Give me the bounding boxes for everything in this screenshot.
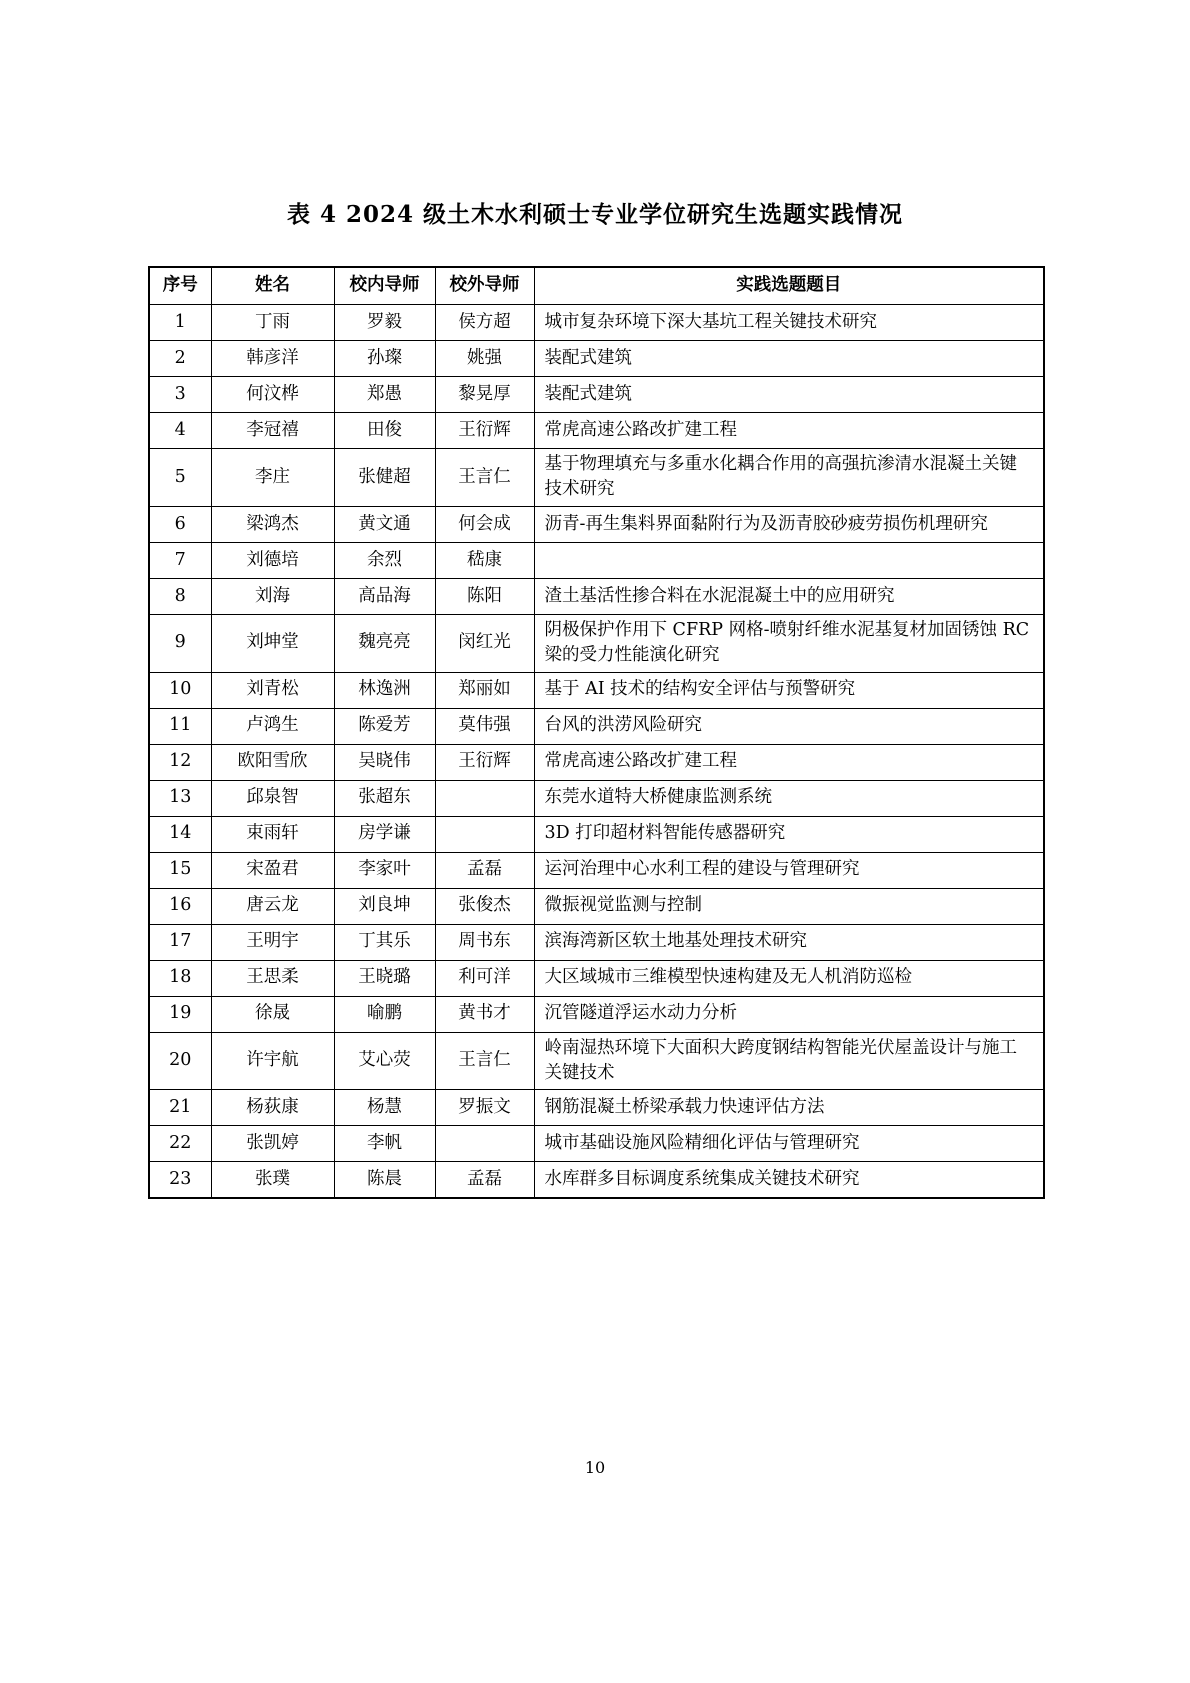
table-row (149, 542, 1044, 578)
cell-internal-advisor: 李家叶 (334, 852, 435, 888)
cell-topic: 装配式建筑 (534, 341, 1044, 377)
cell-topic: 阴极保护作用下 CFRP 网格-喷射纤维水泥基复材加固锈蚀 RC 梁的受力性能演化研究 (534, 614, 1044, 672)
cell-index: 9 (149, 614, 211, 672)
cell-topic: 滨海湾新区软土地基处理技术研究 (534, 924, 1044, 960)
cell-internal-advisor: 黄文通 (334, 506, 435, 542)
cell-external-advisor: 罗振文 (435, 1090, 534, 1126)
cell-internal-advisor: 喻鹏 (334, 996, 435, 1032)
table-row (149, 1162, 1044, 1199)
cell-topic: 台风的洪涝风险研究 (534, 708, 1044, 744)
header-cell-topic: 实践选题题目 (534, 267, 1044, 305)
cell-index: 17 (149, 924, 211, 960)
cell-index: 5 (149, 449, 211, 507)
cell-external-advisor (435, 1126, 534, 1162)
cell-topic: 3D 打印超材料智能传感器研究 (534, 816, 1044, 852)
table-body (149, 305, 1044, 1199)
table-row (149, 413, 1044, 449)
cell-topic: 钢筋混凝土桥梁承载力快速评估方法 (534, 1090, 1044, 1126)
cell-index: 22 (149, 1126, 211, 1162)
table-row (149, 614, 1044, 672)
header-cell-external-advisor: 校外导师 (435, 267, 534, 305)
table-row (149, 305, 1044, 341)
cell-external-advisor: 利可洋 (435, 960, 534, 996)
cell-index: 4 (149, 413, 211, 449)
cell-index: 1 (149, 305, 211, 341)
cell-internal-advisor: 李帆 (334, 1126, 435, 1162)
cell-topic: 大区域城市三维模型快速构建及无人机消防巡检 (534, 960, 1044, 996)
cell-topic: 基于物理填充与多重水化耦合作用的高强抗渗清水混凝土关键技术研究 (534, 449, 1044, 507)
cell-name: 唐云龙 (211, 888, 334, 924)
cell-topic: 装配式建筑 (534, 377, 1044, 413)
cell-external-advisor: 王言仁 (435, 1032, 534, 1090)
cell-index: 18 (149, 960, 211, 996)
cell-external-advisor: 周书东 (435, 924, 534, 960)
cell-index: 20 (149, 1032, 211, 1090)
cell-external-advisor: 陈阳 (435, 578, 534, 614)
table-row (149, 1032, 1044, 1090)
cell-index: 11 (149, 708, 211, 744)
cell-topic: 城市复杂环境下深大基坑工程关键技术研究 (534, 305, 1044, 341)
cell-internal-advisor: 杨慧 (334, 1090, 435, 1126)
cell-internal-advisor: 王晓璐 (334, 960, 435, 996)
cell-name: 韩彦洋 (211, 341, 334, 377)
cell-topic: 东莞水道特大桥健康监测系统 (534, 780, 1044, 816)
cell-name: 欧阳雪欣 (211, 744, 334, 780)
cell-name: 刘坤堂 (211, 614, 334, 672)
table-row (149, 377, 1044, 413)
table-row (149, 816, 1044, 852)
cell-external-advisor: 闵红光 (435, 614, 534, 672)
cell-external-advisor: 黎晃厚 (435, 377, 534, 413)
cell-index: 2 (149, 341, 211, 377)
thesis-topic-table (148, 266, 1045, 1199)
cell-external-advisor: 张俊杰 (435, 888, 534, 924)
cell-internal-advisor: 丁其乐 (334, 924, 435, 960)
cell-internal-advisor: 张健超 (334, 449, 435, 507)
table-row (149, 996, 1044, 1032)
cell-name: 刘青松 (211, 672, 334, 708)
cell-external-advisor (435, 816, 534, 852)
cell-external-advisor: 莫伟强 (435, 708, 534, 744)
cell-name: 李庄 (211, 449, 334, 507)
cell-external-advisor: 孟磊 (435, 852, 534, 888)
cell-topic: 城市基础设施风险精细化评估与管理研究 (534, 1126, 1044, 1162)
cell-internal-advisor: 房学谦 (334, 816, 435, 852)
cell-topic: 沥青-再生集料界面黏附行为及沥青胶砂疲劳损伤机理研究 (534, 506, 1044, 542)
table-row (149, 888, 1044, 924)
cell-index: 6 (149, 506, 211, 542)
cell-name: 丁雨 (211, 305, 334, 341)
cell-internal-advisor: 郑愚 (334, 377, 435, 413)
table-row (149, 449, 1044, 507)
cell-topic: 沉管隧道浮运水动力分析 (534, 996, 1044, 1032)
cell-index: 3 (149, 377, 211, 413)
cell-topic: 岭南湿热环境下大面积大跨度钢结构智能光伏屋盖设计与施工关键技术 (534, 1032, 1044, 1090)
cell-internal-advisor: 张超东 (334, 780, 435, 816)
cell-index: 21 (149, 1090, 211, 1126)
table-header-row (149, 267, 1044, 305)
table-row (149, 744, 1044, 780)
cell-index: 12 (149, 744, 211, 780)
cell-name: 李冠禧 (211, 413, 334, 449)
table-row (149, 672, 1044, 708)
cell-topic: 基于 AI 技术的结构安全评估与预警研究 (534, 672, 1044, 708)
cell-external-advisor: 王衍辉 (435, 744, 534, 780)
cell-index: 14 (149, 816, 211, 852)
table-row (149, 578, 1044, 614)
cell-external-advisor (435, 780, 534, 816)
cell-name: 王思柔 (211, 960, 334, 996)
cell-index: 19 (149, 996, 211, 1032)
table-row (149, 1090, 1044, 1126)
page-number: 10 (584, 1458, 606, 1477)
cell-external-advisor: 黄书才 (435, 996, 534, 1032)
cell-name: 刘海 (211, 578, 334, 614)
cell-external-advisor: 嵇康 (435, 542, 534, 578)
cell-name: 何汶桦 (211, 377, 334, 413)
header-cell-index: 序号 (149, 267, 211, 305)
cell-internal-advisor: 艾心荧 (334, 1032, 435, 1090)
cell-internal-advisor: 刘良坤 (334, 888, 435, 924)
cell-name: 束雨轩 (211, 816, 334, 852)
cell-index: 13 (149, 780, 211, 816)
cell-topic: 运河治理中心水利工程的建设与管理研究 (534, 852, 1044, 888)
table-row (149, 852, 1044, 888)
table-row (149, 506, 1044, 542)
header-cell-name: 姓名 (211, 267, 334, 305)
table-row (149, 341, 1044, 377)
cell-external-advisor: 王衍辉 (435, 413, 534, 449)
cell-external-advisor: 孟磊 (435, 1162, 534, 1199)
cell-internal-advisor: 吴晓伟 (334, 744, 435, 780)
cell-internal-advisor: 陈爱芳 (334, 708, 435, 744)
cell-topic (534, 542, 1044, 578)
cell-name: 王明宇 (211, 924, 334, 960)
table-title: 表 4 2024 级土木水利硕士专业学位研究生选题实践情况 (286, 201, 904, 228)
cell-name: 张璞 (211, 1162, 334, 1199)
cell-name: 杨荻康 (211, 1090, 334, 1126)
cell-topic: 渣土基活性掺合料在水泥混凝土中的应用研究 (534, 578, 1044, 614)
cell-external-advisor: 王言仁 (435, 449, 534, 507)
cell-name: 卢鸿生 (211, 708, 334, 744)
table-row (149, 924, 1044, 960)
cell-name: 徐晟 (211, 996, 334, 1032)
cell-internal-advisor: 林逸洲 (334, 672, 435, 708)
cell-index: 16 (149, 888, 211, 924)
cell-topic: 水库群多目标调度系统集成关键技术研究 (534, 1162, 1044, 1199)
cell-index: 7 (149, 542, 211, 578)
cell-internal-advisor: 罗毅 (334, 305, 435, 341)
cell-internal-advisor: 陈晨 (334, 1162, 435, 1199)
cell-external-advisor: 何会成 (435, 506, 534, 542)
table-row (149, 1126, 1044, 1162)
cell-internal-advisor: 田俊 (334, 413, 435, 449)
cell-index: 10 (149, 672, 211, 708)
cell-internal-advisor: 余烈 (334, 542, 435, 578)
cell-external-advisor: 郑丽如 (435, 672, 534, 708)
cell-name: 梁鸿杰 (211, 506, 334, 542)
table-row (149, 708, 1044, 744)
cell-topic: 微振视觉监测与控制 (534, 888, 1044, 924)
cell-external-advisor: 姚强 (435, 341, 534, 377)
header-cell-internal-advisor: 校内导师 (334, 267, 435, 305)
cell-name: 邱泉智 (211, 780, 334, 816)
cell-name: 张凯婷 (211, 1126, 334, 1162)
cell-internal-advisor: 孙璨 (334, 341, 435, 377)
cell-internal-advisor: 高品海 (334, 578, 435, 614)
cell-index: 15 (149, 852, 211, 888)
table-row (149, 780, 1044, 816)
cell-index: 23 (149, 1162, 211, 1199)
cell-topic: 常虎高速公路改扩建工程 (534, 413, 1044, 449)
cell-name: 刘德培 (211, 542, 334, 578)
cell-name: 宋盈君 (211, 852, 334, 888)
cell-topic: 常虎高速公路改扩建工程 (534, 744, 1044, 780)
cell-index: 8 (149, 578, 211, 614)
cell-name: 许宇航 (211, 1032, 334, 1090)
cell-internal-advisor: 魏亮亮 (334, 614, 435, 672)
table-row (149, 960, 1044, 996)
cell-external-advisor: 侯方超 (435, 305, 534, 341)
